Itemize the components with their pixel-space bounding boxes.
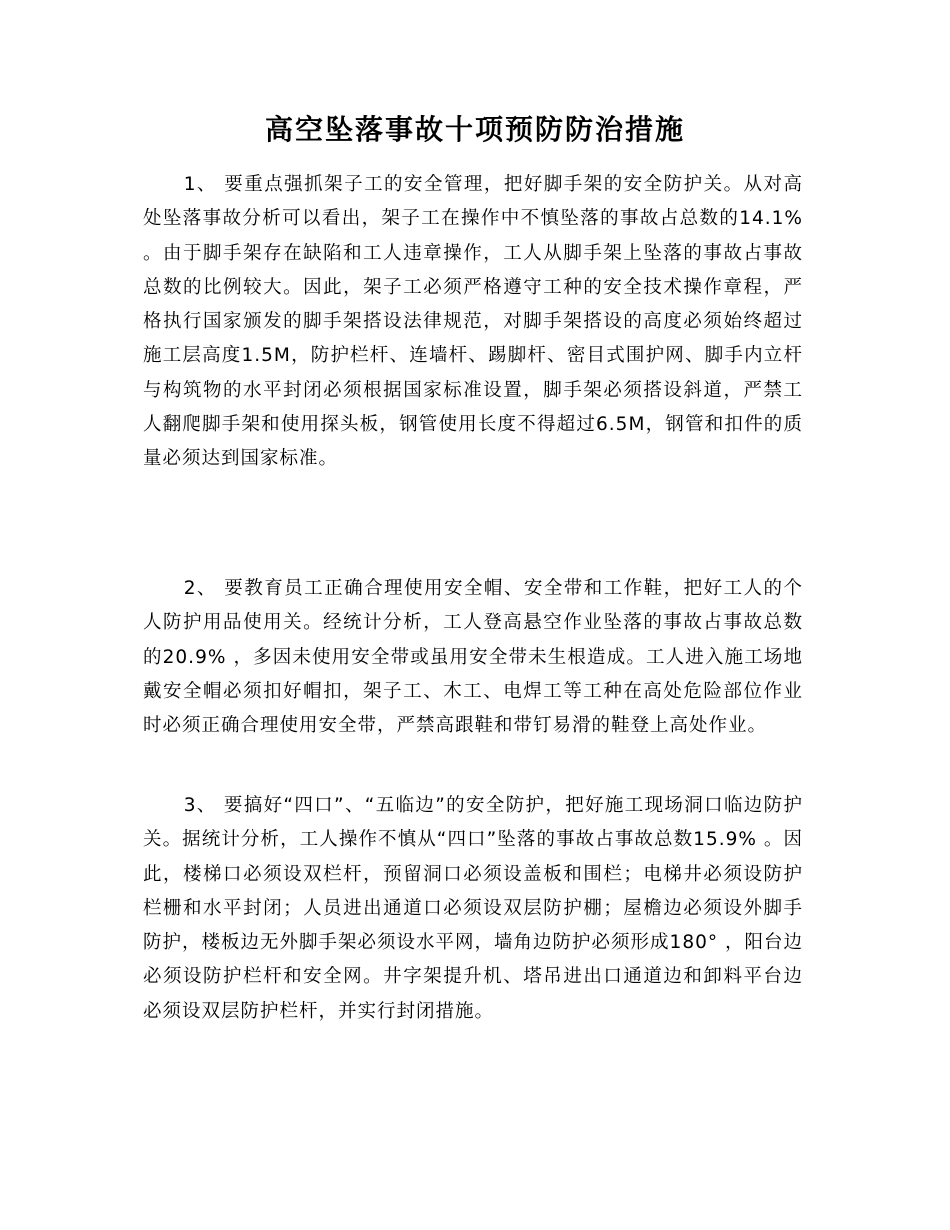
paragraph-1-number: 1、 [183, 174, 217, 195]
paragraph-3 [143, 789, 803, 1029]
paragraph-3-number: 3、 [183, 795, 217, 816]
paragraph-1 [143, 168, 803, 477]
paragraph-2 [143, 572, 803, 743]
paragraph-3-text: 要搞好“四口”、“五临边”的安全防护，把好施工现场洞口临边防护关。据统计分析，工人操作不慎从“四口”坠落的事故占事故总数15.9% 。因此，楼梯口必须设双栏杆，预留洞口必须设盖板和围栏；电梯井必须设防护栏栅和水平封闭；人员进出通道口必须设双层防护棚；屋檐边必须设外脚手防护，楼板边无外脚手架必须设水平网，墙角边防护必须形成180° ，阳台边必须设防护栏杆和安全网。井字架提升机、塔吊进出口通道边和卸料平台边必须设双层防护栏杆，并实行封闭措施。 [143, 795, 803, 1022]
paragraph-2-number: 2、 [183, 578, 217, 599]
paragraph-1-text: 要重点强抓架子工的安全管理，把好脚手架的安全防护关。从对高处坠落事故分析可以看出，架子工在操作中不慎坠落的事故占总数的14.1% 。由于脚手架存在缺陷和工人违章操作，工人从脚手架上坠落的事故占事故总数的比例较大。因此，架子工必须严格遵守工种的安全技术操作章程，严格执行国家颁发的脚手架搭设法律规范，对脚手架搭设的高度必须始终超过施工层高度1.5M，防护栏杆、连墙杆、踢脚杆、密目式围护网、脚手内立杆与构筑物的水平封闭必须根据国家标准设置，脚手架必须搭设斜道，严禁工人翻爬脚手架和使用探头板，钢管使用长度不得超过6.5M，钢管和扣件的质量必须达到国家标准。 [143, 174, 803, 470]
document-title: 高空坠落事故十项预防防治措施 [264, 113, 685, 146]
paragraph-2-text: 要教育员工正确合理使用安全帽、安全带和工作鞋，把好工人的个人防护用品使用关。经统计分析，工人登高悬空作业坠落的事故占事故总数的20.9% ，多因未使用安全带或虽用安全带未生根造成。工人进入施工场地戴安全帽必须扣好帽扣，架子工、木工、电焊工等工种在高处危险部位作业时必须正确合理使用安全带，严禁高跟鞋和带钉易滑的鞋登上高处作业。 [143, 578, 803, 737]
